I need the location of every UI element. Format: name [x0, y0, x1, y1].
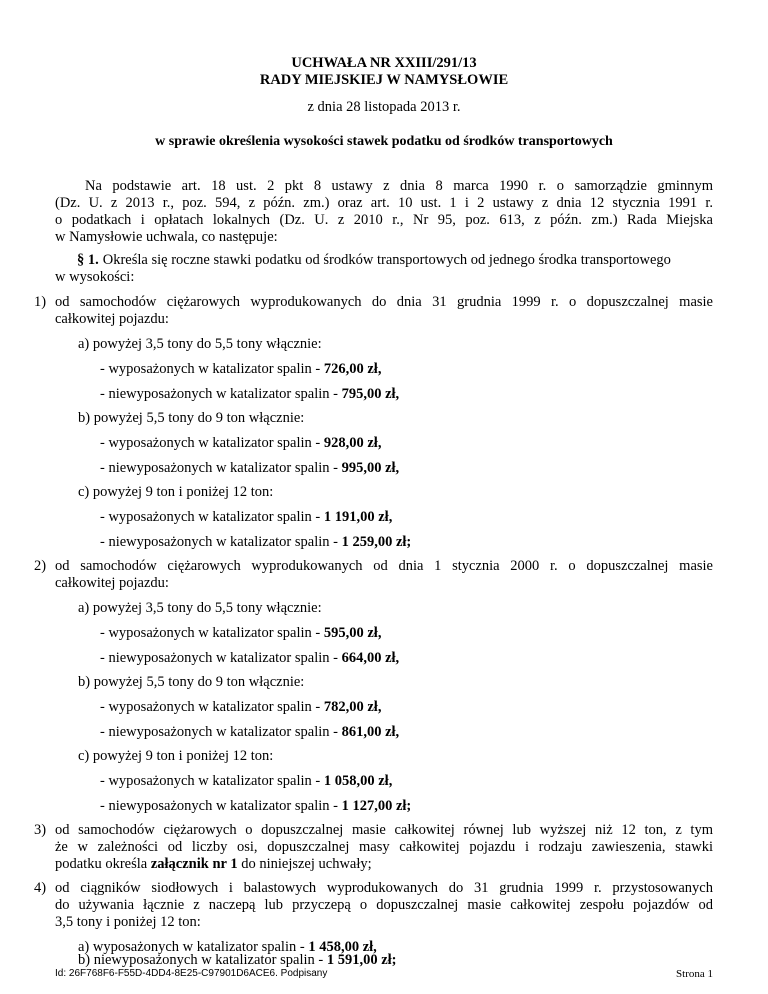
item-2-a: a) powyżej 3,5 tony do 5,5 tony włącznie: [78, 600, 322, 616]
item-1-b: b) powyżej 5,5 tony do 9 ton włącznie: [78, 410, 305, 426]
item-2-a-2: - niewyposażonych w katalizator spalin - 664,00 zł, [100, 650, 400, 666]
preamble-line-4: w Namysłowie uchwala, co następuje: [55, 229, 278, 245]
item-1-number: 1) [34, 294, 47, 310]
item-2-c: c) powyżej 9 ton i poniżej 12 ton: [78, 748, 274, 764]
item-2-line-1: od samochodów ciężarowych wyprodukowanych od dnia 1 stycznia 2000 r. o dopuszczalnej masie [55, 558, 713, 574]
item-1-line-2: całkowitej pojazdu: [55, 311, 169, 327]
section-mark: § 1. [77, 252, 99, 268]
preamble-line-1: Na podstawie art. 18 ust. 2 pkt 8 ustawy z dnia 8 marca 1990 r. o samorządzie gminnym [85, 178, 713, 194]
item-1-c-1: - wyposażonych w katalizator spalin - 1 191,00 zł, [100, 509, 393, 525]
page-number: Strona 1 [676, 968, 713, 980]
item-3-line-1: od samochodów ciężarowych o dopuszczalnej masie całkowitej równej lub wyższej niż 12 ton, z tym [55, 822, 713, 838]
resolution-subject: w sprawie określenia wysokości stawek podatku od środków transportowych [155, 134, 613, 149]
document-id: Id: 26F768F6-F55D-4DD4-8E25-C97901D6ACE6. Podpisany [55, 968, 328, 979]
attachment-ref: załącznik nr 1 [150, 856, 238, 872]
section-1-text: Określa się roczne stawki podatku od środków transportowych od jednego środka transportowego [102, 252, 671, 268]
preamble-line-2: (Dz. U. z 2013 r., poz. 594, z późn. zm.) oraz art. 10 ust. 1 i 2 ustawy z dnia 12 stycznia 1991 r. [55, 195, 713, 211]
section-1-text-cont: w wysokości: [55, 269, 135, 285]
item-2-number: 2) [34, 558, 47, 574]
item-1-b-1: - wyposażonych w katalizator spalin - 928,00 zł, [100, 435, 382, 451]
item-4-b: b) niewyposażonych w katalizator spalin - 1 591,00 zł; [78, 952, 397, 968]
item-2-line-2: całkowitej pojazdu: [55, 575, 169, 591]
resolution-date: z dnia 28 listopada 2013 r. [307, 99, 461, 115]
item-3-line-3: podatku określa załącznik nr 1 do niniejszej uchwały; [55, 856, 372, 872]
item-4-line-3: 3,5 tony i poniżej 12 ton: [55, 914, 201, 930]
item-4-a: a) wyposażonych w katalizator spalin - 1 458,00 zł, [78, 939, 377, 955]
item-3-line-2: że w zależności od liczby osi, dopuszczalnej masy całkowitej pojazdu i rodzaju zawieszenia, stawki [55, 839, 713, 855]
item-1-c: c) powyżej 9 ton i poniżej 12 ton: [78, 484, 274, 500]
item-4-line-2: do używania łącznie z naczepą lub przyczepą o dopuszczalnej masie całkowitej zespołu pojazdów od [55, 897, 713, 913]
item-1-b-2: - niewyposażonych w katalizator spalin - 995,00 zł, [100, 460, 400, 476]
item-1-line-1: od samochodów ciężarowych wyprodukowanych do dnia 31 grudnia 1999 r. o dopuszczalnej masie [55, 294, 713, 310]
resolution-number: UCHWAŁA NR XXIII/291/13 [291, 55, 477, 71]
item-2-c-1: - wyposażonych w katalizator spalin - 1 058,00 zł, [100, 773, 393, 789]
preamble-line-3: o podatkach i opłatach lokalnych (Dz. U. z 2010 r., Nr 95, poz. 613, z późn. zm.) Rada Miejska [55, 212, 713, 228]
item-4-number: 4) [34, 880, 47, 896]
item-1-a-2: - niewyposażonych w katalizator spalin - 795,00 zł, [100, 386, 400, 402]
item-1-a-1: - wyposażonych w katalizator spalin - 726,00 zł, [100, 361, 382, 377]
item-2-c-2: - niewyposażonych w katalizator spalin - 1 127,00 zł; [100, 798, 412, 814]
item-4-line-1: od ciągników siodłowych i balastowych wyprodukowanych do 31 grudnia 1999 r. przystosowanych [55, 880, 713, 896]
item-1-c-2: - niewyposażonych w katalizator spalin - 1 259,00 zł; [100, 534, 412, 550]
item-2-b-1: - wyposażonych w katalizator spalin - 782,00 zł, [100, 699, 382, 715]
item-3-number: 3) [34, 822, 47, 838]
section-1-intro [77, 252, 713, 269]
item-2-a-1: - wyposażonych w katalizator spalin - 595,00 zł, [100, 625, 382, 641]
council-name: RADY MIEJSKIEJ W NAMYSŁOWIE [259, 72, 509, 88]
item-2-b-2: - niewyposażonych w katalizator spalin - 861,00 zł, [100, 724, 400, 740]
item-2-b: b) powyżej 5,5 tony do 9 ton włącznie: [78, 674, 305, 690]
item-1-a: a) powyżej 3,5 tony do 5,5 tony włącznie: [78, 336, 322, 352]
